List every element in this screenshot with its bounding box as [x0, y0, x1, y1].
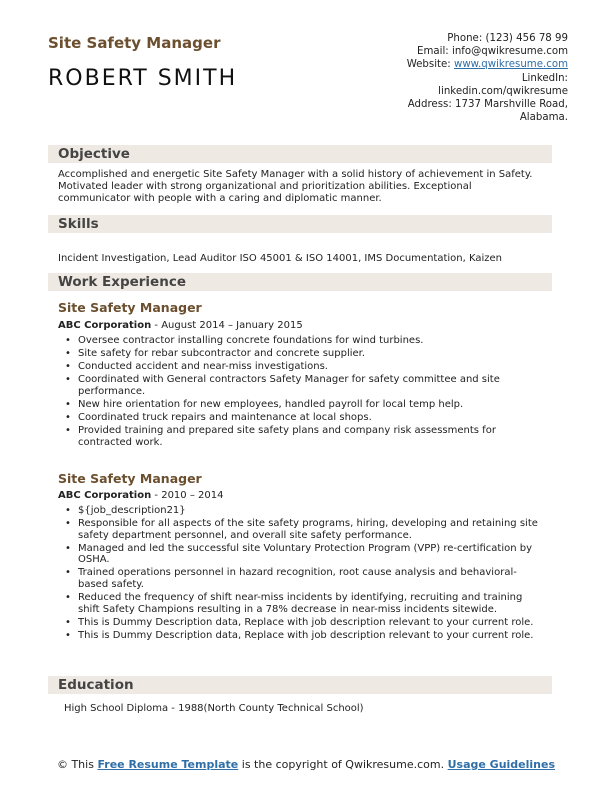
contact-linkedin: linkedin.com/qwikresume — [438, 85, 568, 97]
contact-block — [318, 32, 568, 124]
list-item: • Trained operations personnel in hazard recognition, root cause analysis and behavioral-based safety. — [78, 567, 540, 590]
objective-heading: Objective — [48, 145, 552, 163]
contact-address-line2: Alabama. — [519, 112, 568, 124]
skills-text: Incident Investigation, Lead Auditor ISO 45001 & ISO 14001, IMS Documentation, Kaizen — [58, 253, 502, 264]
list-item: • This is Dummy Description data, Replace with job description relevant to your current role. — [78, 630, 540, 642]
list-item: • Site safety for rebar subcontractor and concrete supplier. — [78, 348, 540, 360]
job-2-duties — [58, 505, 540, 643]
skills-heading: Skills — [48, 215, 552, 233]
job-2-title: Site Safety Manager — [58, 471, 202, 486]
contact-address: Address: 1737 Marshville Road, — [407, 99, 568, 111]
website-link[interactable]: www.qwikresume.com — [453, 59, 568, 71]
usage-guidelines-link[interactable]: Usage Guidelines — [447, 758, 556, 771]
work-experience-heading: Work Experience — [48, 273, 552, 291]
contact-website: Website: www.qwikresume.com — [406, 59, 568, 71]
job-1-title: Site Safety Manager — [58, 300, 202, 315]
list-item: • ${job_description21} — [78, 505, 540, 517]
resume-header — [48, 30, 568, 150]
list-item: • Coordinated with General contractors Safety Manager for safety committee and site performance. — [78, 374, 540, 397]
job-2-company-line: ABC Corporation - 2010 – 2014 — [58, 490, 224, 501]
contact-email: Email: info@qwikresume.com — [417, 46, 568, 58]
list-item: • This is Dummy Description data, Replace with job description relevant to your current role. — [78, 617, 540, 629]
objective-text: Accomplished and energetic Site Safety Manager with a solid history of achievement in Safety. Motivated leader with strong organizational and prioritization abilities. Exceptional communicator with people with a caring and diplomatic manner. — [58, 169, 533, 204]
copyright-footer: © This Free Resume Template is the copyright of Qwikresume.com. Usage Guidelines — [56, 758, 556, 771]
list-item: • New hire orientation for new employees, handled payroll for local temp help. — [78, 399, 540, 411]
job-title: Site Safety Manager — [48, 34, 221, 52]
list-item: • Responsible for all aspects of the site safety programs, hiring, developing and retaining site safety department personnel, and overall site safety performance. — [78, 518, 540, 541]
contact-phone: Phone: (123) 456 78 99 — [447, 33, 568, 44]
candidate-name: ROBERT SMITH — [48, 66, 238, 91]
list-item: • Conducted accident and near-miss investigations. — [78, 361, 540, 373]
list-item: • Oversee contractor installing concrete foundations for wind turbines. — [78, 335, 540, 347]
education-heading: Education — [48, 676, 552, 694]
job-1-company-line: ABC Corporation - August 2014 – January 2015 — [58, 320, 303, 331]
list-item: • Managed and led the successful site Voluntary Protection Program (VPP) re-certification by OSHA. — [78, 543, 540, 566]
education-text: High School Diploma - 1988(North County Technical School) — [64, 703, 364, 714]
list-item: • Reduced the frequency of shift near-miss incidents by identifying, recruiting and training shift Safety Champions resulting in a 78% decrease in near-miss incidents sitewide. — [78, 592, 540, 615]
free-resume-template-link[interactable]: Free Resume Template — [97, 758, 239, 771]
list-item: • Coordinated truck repairs and maintenance at local shops. — [78, 412, 540, 424]
job-1-duties — [58, 335, 540, 450]
list-item: • Provided training and prepared site safety plans and company risk assessments for contracted work. — [78, 425, 540, 448]
contact-linkedin-label: LinkedIn: — [521, 72, 568, 84]
